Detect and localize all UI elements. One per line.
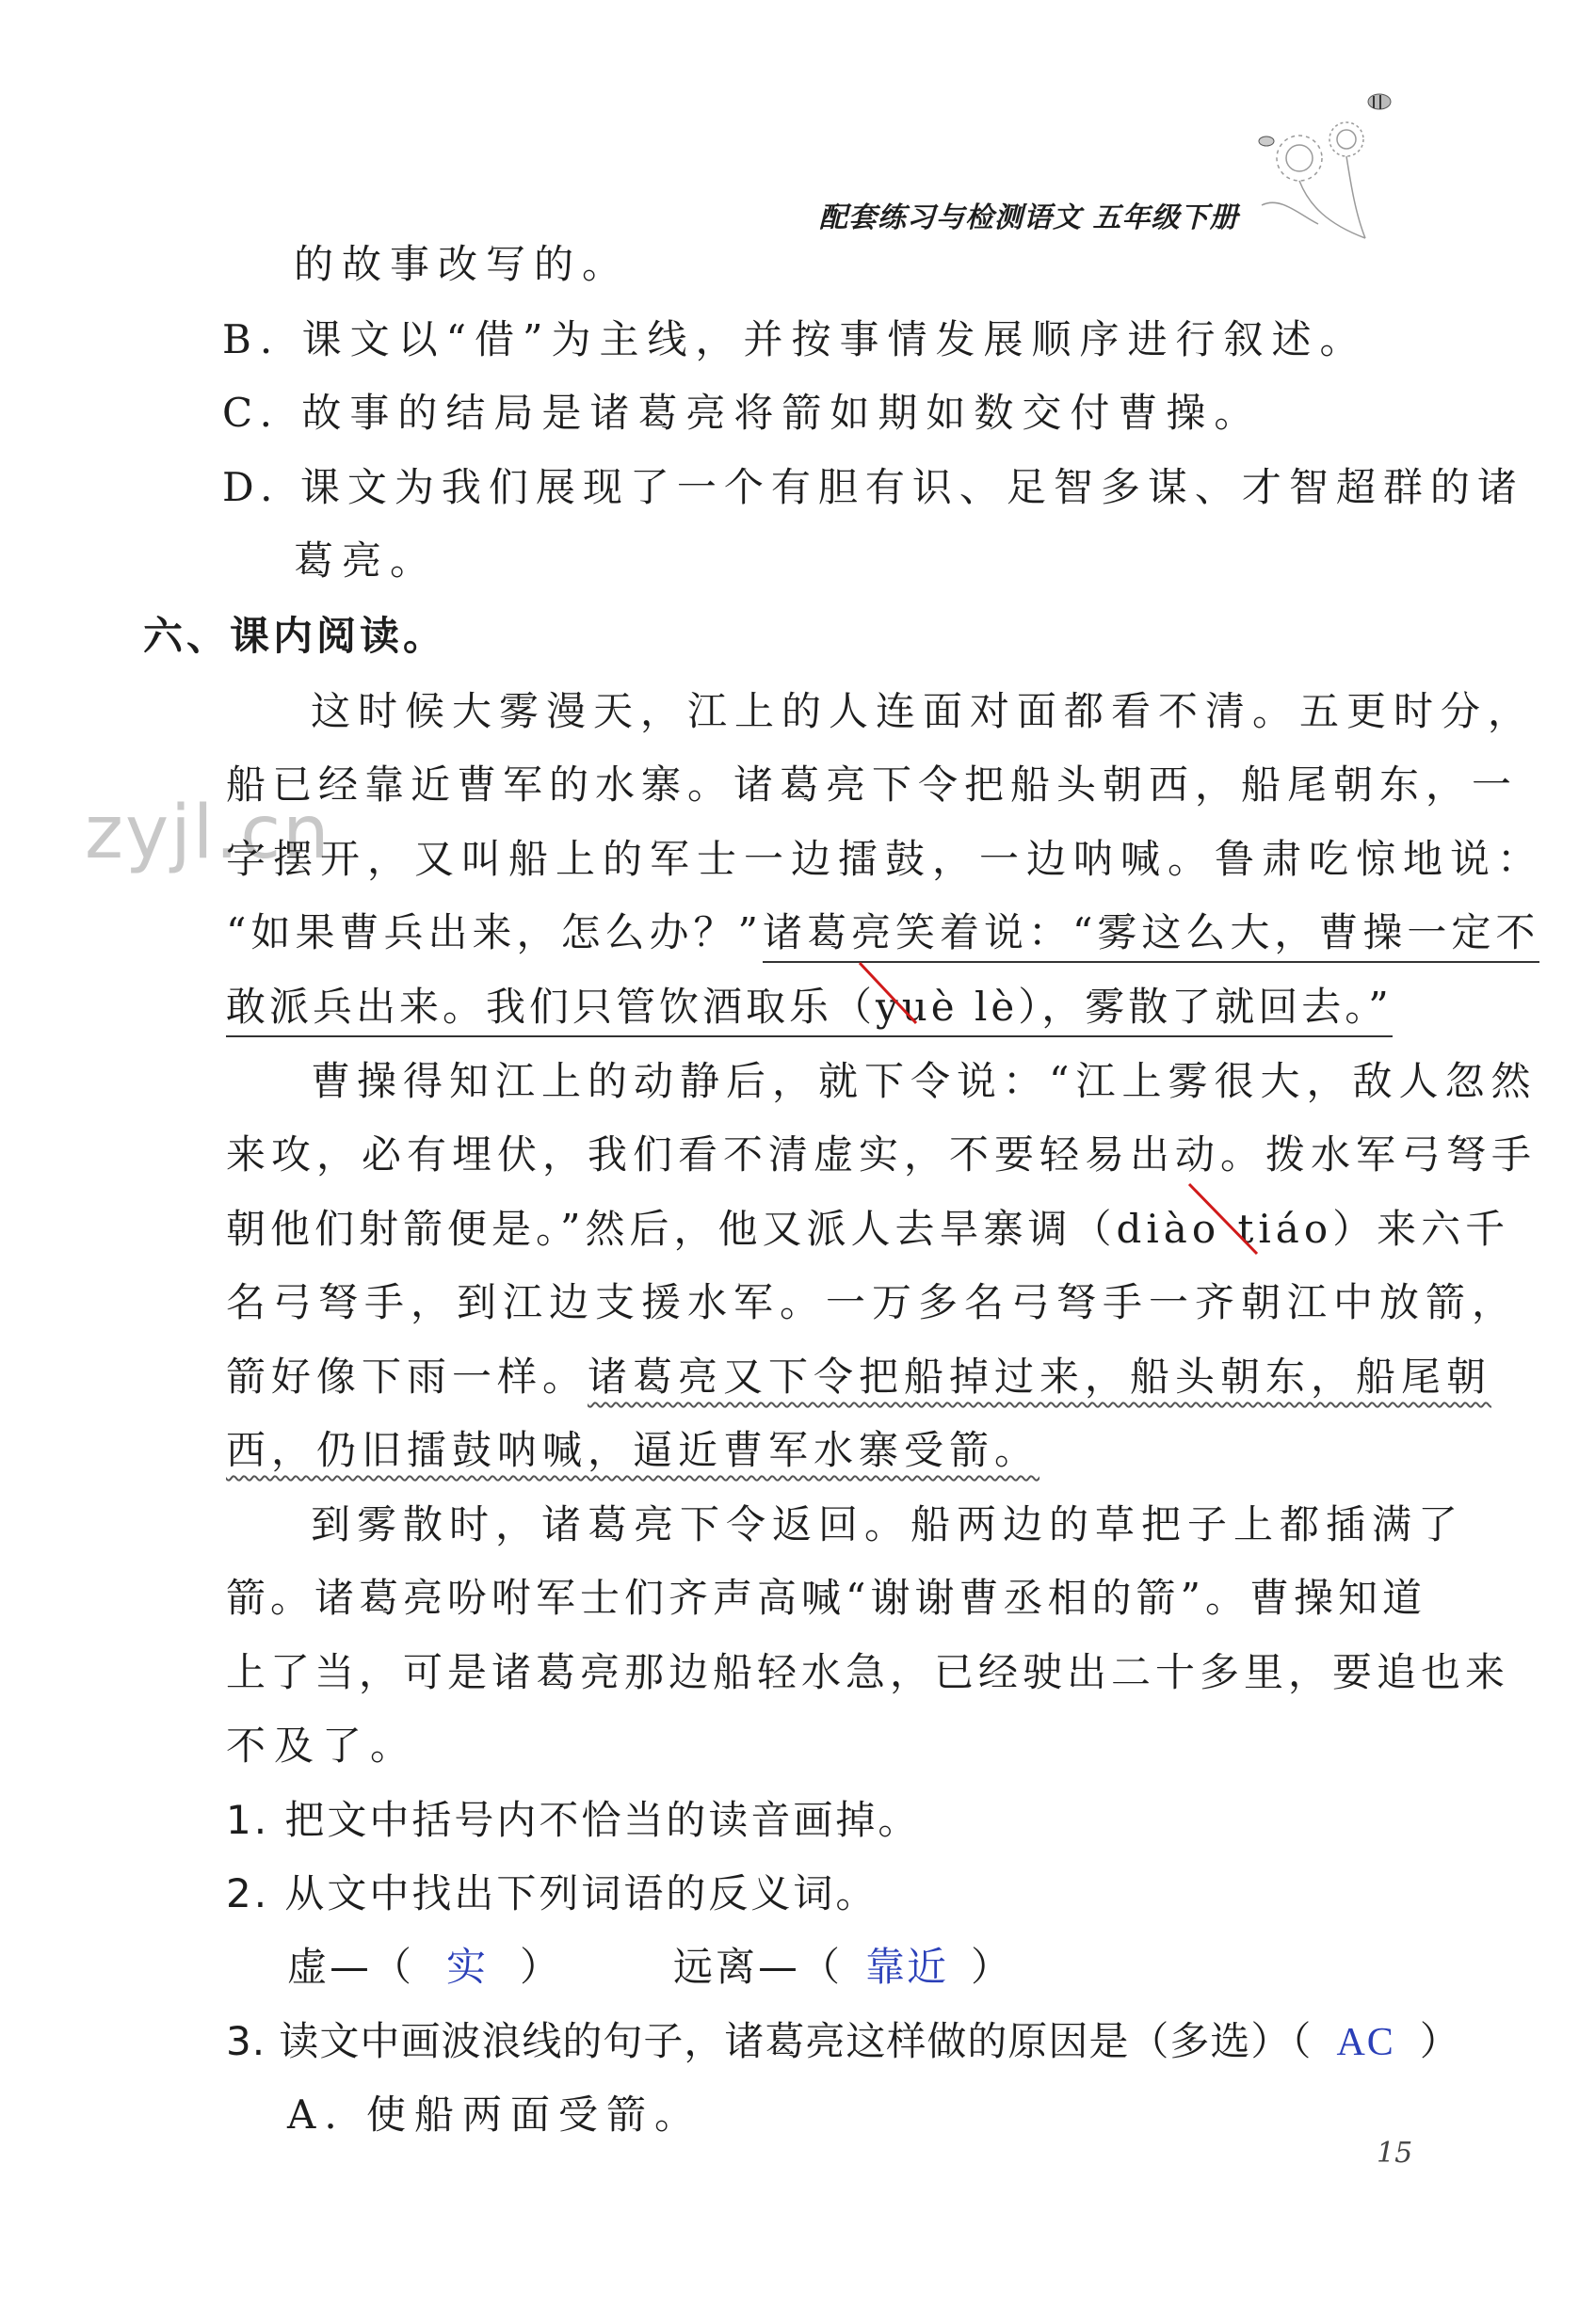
passage-line: 名弓弩手，到江边支援水军。一万多名弓弩手一齐朝江中放箭， [226, 1279, 1519, 1325]
straight-underlined-sentence: 诸葛亮笑着说：“雾这么大，曹操一定不 [763, 909, 1539, 963]
page-number: 15 [1377, 2137, 1413, 2170]
question-2: 2. 从文中找出下列词语的反义词。 [226, 1870, 878, 1916]
item-suffix: ） [971, 1944, 1014, 1990]
flower-bee-decoration-icon [1224, 83, 1412, 243]
item-suffix: ） [520, 1944, 563, 1990]
question-1: 1. 把文中括号内不恰当的读音画掉。 [226, 1797, 921, 1843]
passage-line: 到雾散时，诸葛亮下令返回。船两边的草把子上都插满了 [311, 1501, 1465, 1547]
passage-line: 船已经靠近曹军的水寨。诸葛亮下令把船头朝西，船尾朝东，一 [226, 761, 1519, 808]
handwritten-answer: AC [1336, 2021, 1395, 2064]
item-suffix: ） [1419, 2018, 1460, 2064]
book-header-title: 配套练习与检测语文 五年级下册 [819, 201, 1239, 234]
passage-line-wavy [226, 1427, 1040, 1473]
question-2-item-1 [287, 1944, 563, 1990]
passage-line: 字摆开，又叫船上的军士一边擂鼓，一边呐喊。鲁肃吃惊地说： [226, 836, 1545, 882]
red-strike-mark-icon [1182, 1177, 1266, 1261]
red-strike-mark-icon [852, 955, 927, 1031]
question-3-text: 3. 读文中画波浪线的句子，诸葛亮这样做的原因是（多选）（ [226, 2018, 1313, 2064]
passage-line-underlined [226, 984, 1393, 1030]
option-d-line2: 葛亮。 [294, 537, 439, 584]
passage-line: 曹操得知江上的动静后，就下令说：“江上雾很大，敌人忽然 [311, 1058, 1538, 1104]
handwritten-answer: 实 [446, 1947, 489, 1990]
passage-line: 朝他们射箭便是。”然后，他又派人去旱寨调（diào tiáo）来六千 [226, 1206, 1510, 1252]
item-prefix: 虚—（ [287, 1944, 415, 1990]
passage-line [226, 1354, 1492, 1400]
passage-line: 这时候大雾漫天，江上的人连面对面都看不清。五更时分， [311, 688, 1536, 734]
section-title: 六、课内阅读。 [143, 613, 447, 659]
question-3-option-a: A. 使船两面受箭。 [287, 2092, 703, 2138]
wavy-underlined-sentence: 西，仍旧擂鼓呐喊，逼近曹军水寨受箭。 [226, 1427, 1040, 1473]
watermark: zyjl.cn [85, 791, 331, 875]
item-prefix: 远离—（ [673, 1944, 844, 1990]
passage-text: 箭好像下雨一样。 [226, 1354, 588, 1400]
wavy-underlined-sentence: 诸葛亮又下令把船掉过来，船头朝东，船尾朝 [588, 1354, 1492, 1400]
passage-line: 箭。诸葛亮吩咐军士们齐声高喊“谢谢曹丞相的箭”。曹操知道 [226, 1575, 1426, 1621]
option-b: B. 课文以“借”为主线，并按事情发展顺序进行叙述。 [222, 316, 1368, 362]
handwritten-answer: 靠近 [865, 1947, 949, 1990]
question-3 [226, 2018, 1460, 2064]
passage-line: 不及了。 [226, 1723, 419, 1769]
passage-line [226, 909, 1540, 955]
option-d-line1: D. 课文为我们展现了一个有胆有识、足智多谋、才智超群的诸 [222, 464, 1524, 510]
option-c: C. 故事的结局是诸葛亮将箭如期如数交付曹操。 [222, 390, 1263, 436]
passage-line: 上了当，可是诸葛亮那边船轻水急，已经驶出二十多里，要追也来 [226, 1649, 1510, 1695]
question-2-item-2 [673, 1944, 1014, 1990]
straight-underlined-sentence: 敢派兵出来。我们只管饮酒取乐（yuè lè），雾散了就回去。” [226, 984, 1393, 1037]
option-a-continuation: 的故事改写的。 [294, 241, 631, 287]
passage-text: “如果曹兵出来，怎么办？” [226, 909, 763, 955]
passage-line: 来攻，必有埋伏，我们看不清虚实，不要轻易出动。拨水军弓弩手 [226, 1131, 1538, 1178]
